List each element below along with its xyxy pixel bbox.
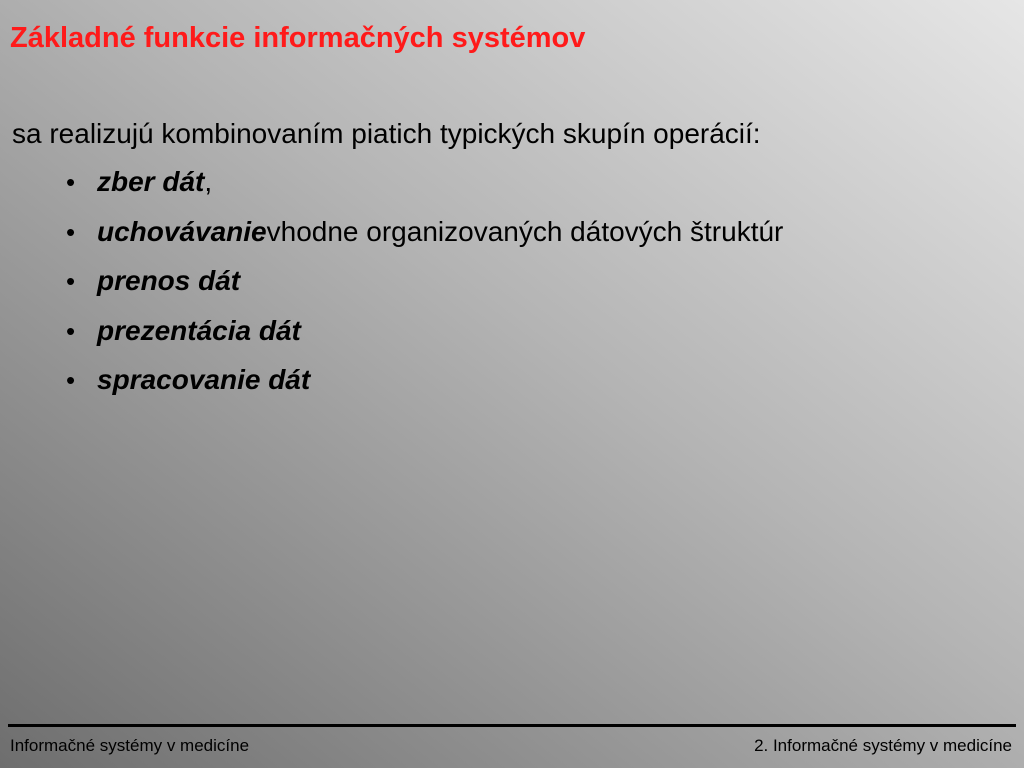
list-item-term: zber dát [97,166,205,197]
list-item-rest: vhodne organizovaných dátových štruktúr [266,215,784,247]
list-item [66,265,783,315]
footer-course-title: Informačné systémy v medicíne [10,736,250,755]
list-item-term: spracovanie dát [97,364,311,395]
list-item [66,315,783,365]
list-item [66,216,783,266]
list-item [66,364,783,414]
bullet-icon: • [66,365,76,395]
footer-divider [8,724,1016,727]
bullet-icon: • [66,266,76,296]
list-item-rest: , [204,166,213,197]
list-item-term: prezentácia dát [97,314,301,346]
bullet-icon: • [66,167,76,197]
bullet-icon: • [66,216,76,247]
footer-lecture-title: 2. Informačné systémy v medicíne [754,736,1012,755]
list-item-term: prenos dát [97,265,241,296]
operation-list [66,166,783,414]
bullet-icon: • [66,315,76,346]
list-item [66,166,783,216]
intro-text: sa realizujú kombinovaním piatich typických skupín operácií: [12,118,761,149]
slide-title: Základné funkcie informačných systémov [10,22,586,54]
list-item-term: uchovávanie [97,215,267,247]
